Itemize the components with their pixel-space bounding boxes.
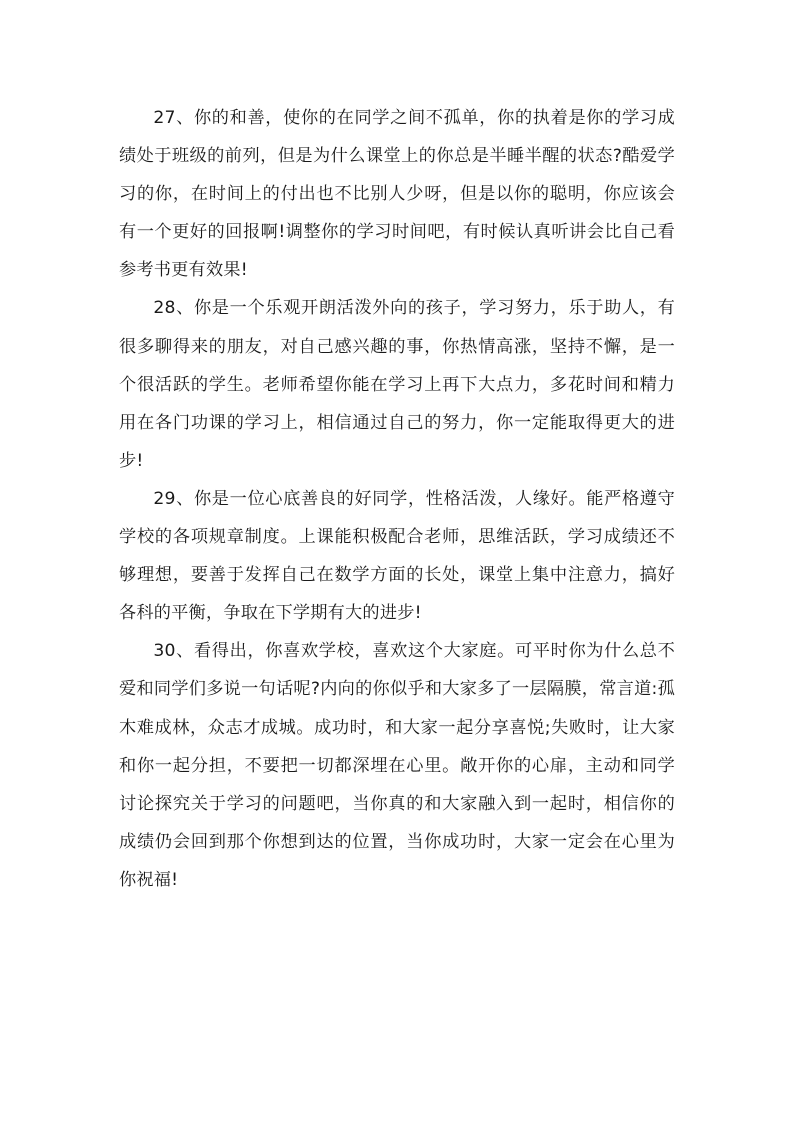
comment-paragraph-29: 29、你是一位心底善良的好同学，性格活泼，人缘好。能严格遵守学校的各项规章制度。上课能积极配合老师，思维活跃，学习成绩还不够理想，要善于发挥自己在数学方面的长处，课堂上集中注意力，搞好各科的平衡，争取在下学期有大的进步!	[119, 488, 675, 624]
comment-paragraph-28: 28、你是一个乐观开朗活泼外向的孩子，学习努力，乐于助人，有很多聊得来的朋友，对自己感兴趣的事，你热情高涨，坚持不懈，是一个很活跃的学生。老师希望你能在学习上再下大点力，多花时间和精力用在各门功课的学习上，相信通过自己的努力，你一定能取得更大的进步!	[119, 298, 675, 471]
document-body	[119, 99, 675, 899]
comment-paragraph-27: 27、你的和善，使你的在同学之间不孤单，你的执着是你的学习成绩处于班级的前列，但是为什么课堂上的你总是半睡半醒的状态?酷爱学习的你，在时间上的付出也不比别人少呀，但是以你的聪明，你应该会有一个更好的回报啊!调整你的学习时间吧，有时候认真听讲会比自己看参考书更有效果!	[119, 108, 675, 281]
comment-paragraph-30: 30、看得出，你喜欢学校，喜欢这个大家庭。可平时你为什么总不爱和同学们多说一句话呢?内向的你似乎和大家多了一层隔膜，常言道:孤木难成林，众志才成城。成功时，和大家一起分享喜悦;失败时，让大家和你一起分担，不要把一切都深埋在心里。敞开你的心扉，主动和同学讨论探究关于学习的问题吧，当你真的和大家融入到一起时，相信你的成绩仍会回到那个你想到达的位置，当你成功时，大家一定会在心里为你祝福!	[119, 641, 675, 890]
